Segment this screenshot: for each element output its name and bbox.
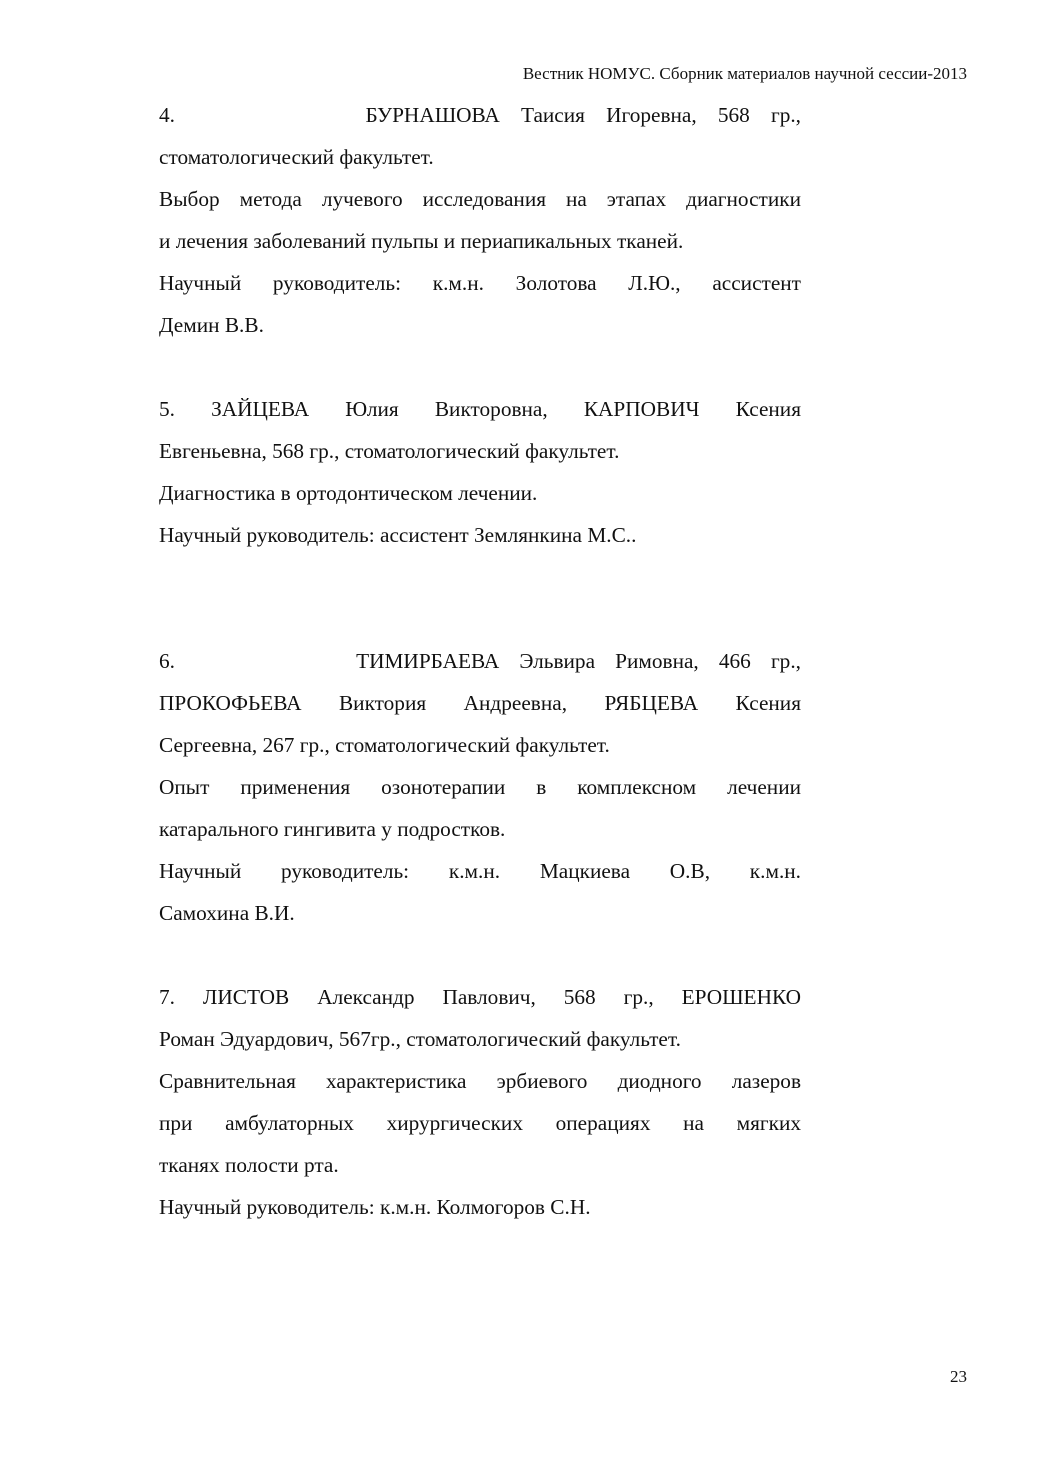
entry-supervisor-line: Демин В.В. — [159, 313, 264, 337]
entry-4 — [159, 94, 801, 346]
running-header: Вестник НОМУС. Сборник материалов научной сессии-2013 — [522, 64, 967, 83]
entry-supervisor-line: Самохина В.И. — [159, 901, 295, 925]
spacer — [159, 346, 801, 388]
entry-title-line: Выбор метода лучевого исследования на этапах диагностики — [159, 187, 801, 211]
entry-authors-line: стоматологический факультет. — [159, 145, 434, 169]
entry-authors-line — [159, 94, 801, 136]
entry-authors-line — [159, 388, 801, 430]
entry-title-line: Сравнительная характеристика эрбиевого диодного лазеров — [159, 1069, 801, 1093]
spacer — [159, 934, 801, 976]
entry-title-line: и лечения заболеваний пульпы и периапикальных тканей. — [159, 229, 684, 253]
entry-number: 6. — [159, 649, 175, 673]
entry-number: 5. — [159, 397, 175, 421]
entry-number: 4. — [159, 103, 175, 127]
entry-authors-line: ПРОКОФЬЕВА Виктория Андреевна, РЯБЦЕВА Ксения — [159, 691, 801, 715]
entry-title-line: тканях полости рта. — [159, 1153, 339, 1177]
entry-authors-line: Роман Эдуардович, 567гр., стоматологический факультет. — [159, 1027, 681, 1051]
entry-authors-line — [159, 640, 801, 682]
entry-authors: ЗАЙЦЕВА Юлия Викторовна, КАРПОВИЧ Ксения — [211, 397, 801, 421]
entry-number: 7. — [159, 985, 175, 1009]
entry-supervisor-line: Научный руководитель: к.м.н. Мацкиева О.В, к.м.н. — [159, 859, 801, 883]
entry-title-line: катарального гингивита у подростков. — [159, 817, 506, 841]
entry-supervisor-line: Научный руководитель: ассистент Землянкина М.С.. — [159, 523, 637, 547]
entry-5 — [159, 388, 801, 556]
entry-authors: ТИМИРБАЕВА Эльвира Римовна, 466 гр., — [356, 649, 801, 673]
entry-supervisor-line: Научный руководитель: к.м.н. Колмогоров С.Н. — [159, 1195, 591, 1219]
entry-supervisor-line: Научный руководитель: к.м.н. Золотова Л.Ю., ассистент — [159, 271, 801, 295]
entry-authors: ЛИСТОВ Александр Павлович, 568 гр., ЕРОШЕНКО — [202, 985, 801, 1009]
entry-authors-line: Сергеевна, 267 гр., стоматологический факультет. — [159, 733, 610, 757]
entry-title-line: Опыт применения озонотерапии в комплексном лечении — [159, 775, 801, 799]
entries-list — [159, 94, 801, 1228]
entry-title-line: Диагностика в ортодонтическом лечении. — [159, 481, 538, 505]
entry-7 — [159, 976, 801, 1228]
entry-6 — [159, 640, 801, 934]
entry-authors-line — [159, 976, 801, 1018]
entry-title-line: при амбулаторных хирургических операциях на мягких — [159, 1111, 801, 1135]
spacer — [159, 556, 801, 640]
entry-authors: БУРНАШОВА Таисия Игоревна, 568 гр., — [365, 103, 801, 127]
page-number: 23 — [950, 1367, 967, 1386]
entry-authors-line: Евгеньевна, 568 гр., стоматологический факультет. — [159, 439, 620, 463]
